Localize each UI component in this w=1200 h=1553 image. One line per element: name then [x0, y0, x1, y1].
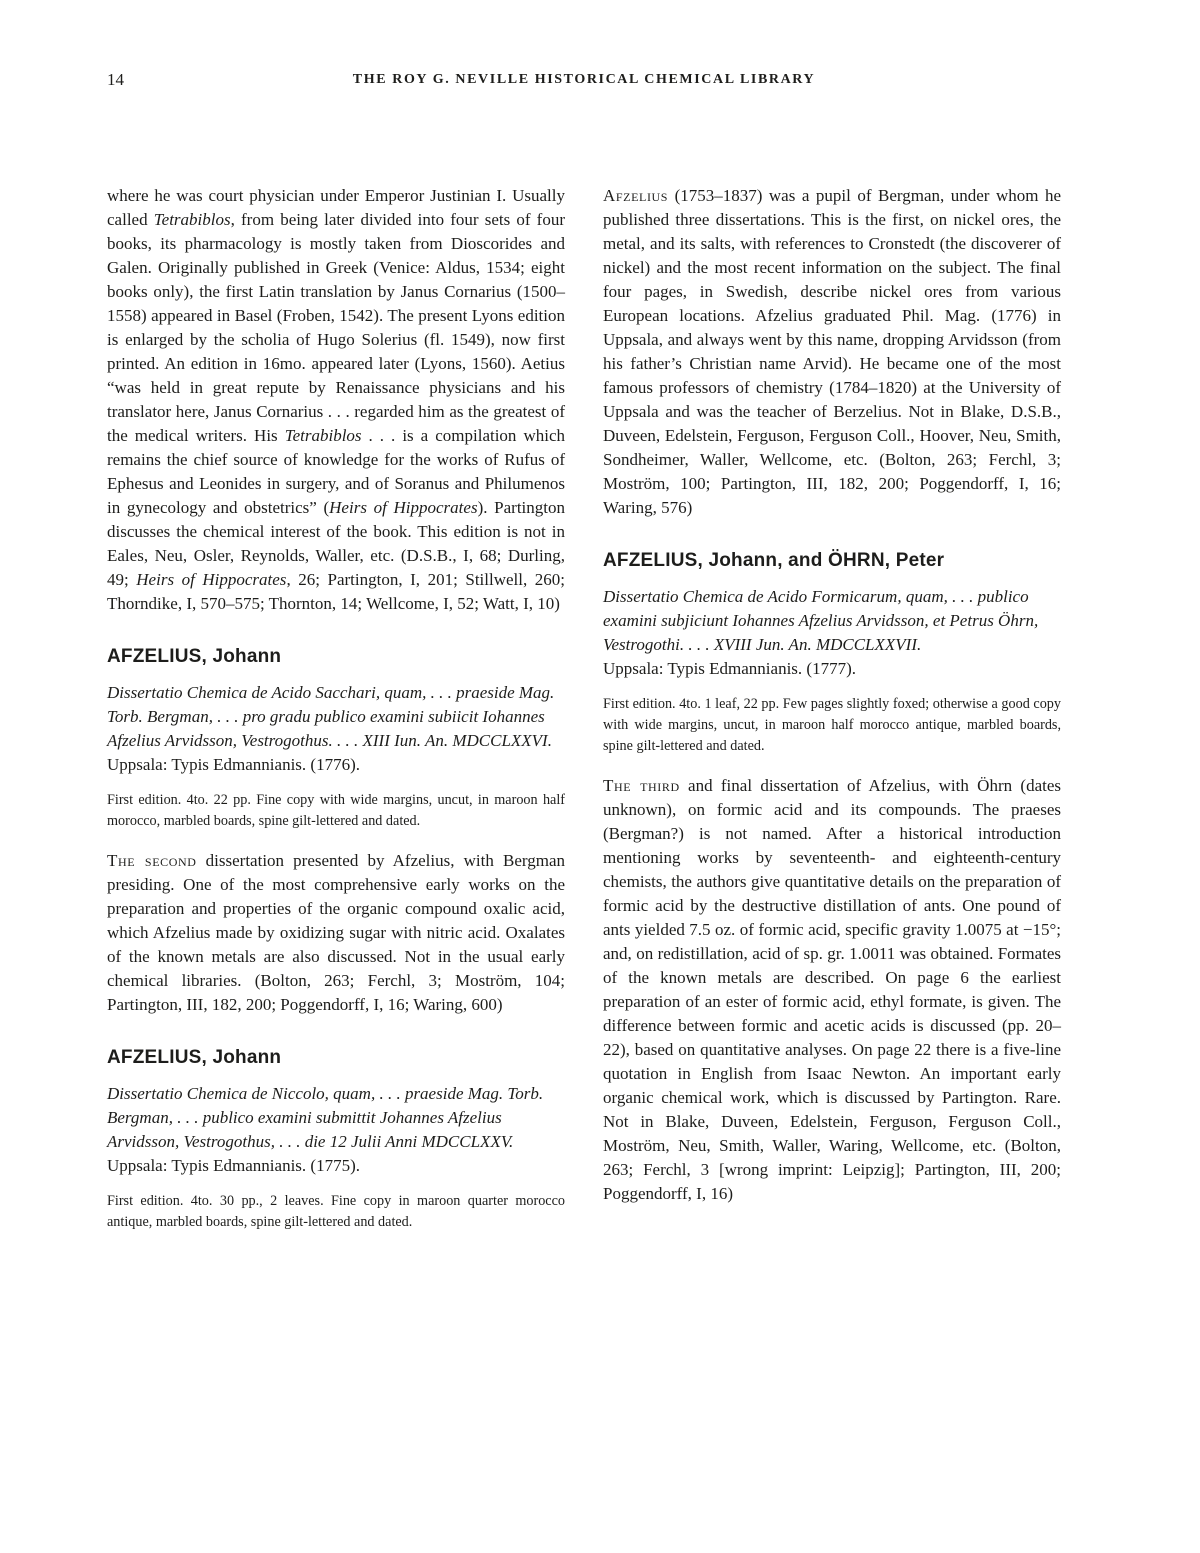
page-number: 14 [107, 70, 124, 89]
collation-note: First edition. 4to. 22 pp. Fine copy with wide margins, uncut, in maroon half morocco, marbled boards, spine gilt-lettered and dated. [107, 792, 565, 829]
text-run: dissertation presented by Afzelius, with Bergman presiding. One of the most comprehensive early works on the preparation and properties of the organic compound oxalic acid, which Afzelius made by oxidizing sugar with nitric acid. Oxalates of the known metals are also discussed. Not in the usual early chemical libraries. (Bolton, 263; Ferchl, 3; Moström, 104; Partington, III, 182, 200; Poggendorff, I, 16; Waring, 600) [107, 851, 565, 1014]
imprint-line: Uppsala: Typis Edmannianis. (1775). [107, 1156, 360, 1175]
text-columns [107, 184, 1061, 1250]
entry-heading: AFZELIUS, Johann [107, 646, 282, 667]
imprint-line: Uppsala: Typis Edmannianis. (1776). [107, 755, 360, 774]
body-paragraph [107, 184, 565, 616]
body-paragraph [107, 849, 565, 1017]
small-caps-run: The third [603, 776, 680, 795]
imprint-line: Uppsala: Typis Edmannianis. (1777). [603, 659, 856, 678]
italic-run: Heirs of Hippocrates [329, 498, 478, 517]
text-run: (1753–1837) was a pupil of Bergman, under whom he published three dissertations. This is the first, on nickel ores, the metal, and its salts, with references to Cronstedt (the discoverer of nickel) and the most recent information on the subject. The final four pages, in Swedish, describe nickel ores from various European locations. Afzelius graduated Phil. Mag. (1776) in Uppsala, and always went by this name, dropping Arvidsson (from his father’s Christian name Arvid). He became one of the most famous professors of chemistry (1784–1820) at the University of Uppsala and was the teacher of Berzelius. Not in Blake, D.S.B., Duveen, Edelstein, Ferguson, Ferguson Coll., Hoover, Neu, Smith, Sondheimer, Waller, Wellcome, etc. (Bolton, 263; Ferchl, 3; Moström, 100; Partington, III, 182, 200; Poggendorff, I, 16; Waring, 576) [603, 186, 1061, 517]
page-header [107, 70, 1061, 92]
title-italic-text: Dissertatio Chemica de Acido Formicarum, quam, . . . publico examini subjiciunt Iohannes Afzelius Arvidsson, et Petrus Öhrn, Vestrogothi. . . . XVIII Jun. An. MDCCLXXVII. [603, 587, 1039, 654]
text-run: , from being later divided into four sets of four books, its pharmacology is mostly taken from Dioscorides and Galen. Originally published in Greek (Venice: Aldus, 1534; eight books only), the first Latin translation by Janus Cornarius (1500–1558) appeared in Basel (Froben, 1542). The present Lyons edition is enlarged by the scholia of Hugo Solerius (fl. 1549), now first printed. An edition in 16mo. appeared later (Lyons, 1560). Aetius “was held in great repute by Renaissance physicians and his translator here, Janus Cornarius . . . regarded him as the greatest of the medical writers. His [107, 210, 565, 445]
entry-heading: AFZELIUS, Johann, and ÖHRN, Peter [603, 550, 945, 571]
entry-heading: AFZELIUS, Johann [107, 1047, 282, 1068]
running-title: THE ROY G. NEVILLE HISTORICAL CHEMICAL LIBRARY [352, 72, 816, 87]
entry-title-block [107, 1082, 565, 1178]
title-italic-text: Dissertatio Chemica de Niccolo, quam, . . . praeside Mag. Torb. Bergman, . . . publico examini submittit Johannes Afzelius Arvidsson, Vestrogothus, . . . die 12 Julii Anni MDCCLXXV. [107, 1084, 544, 1151]
collation-note: First edition. 4to. 1 leaf, 22 pp. Few pages slightly foxed; otherwise a good copy with wide margins, uncut, in maroon half morocco antique, marbled boards, spine gilt-lettered and dated. [603, 696, 1061, 754]
italic-run: Tetrabiblos [284, 426, 362, 445]
small-caps-run: The second [107, 851, 197, 870]
entry-title-block [107, 681, 565, 777]
small-caps-run: Afzelius [603, 186, 669, 205]
text-run: ). Partington discusses the chemical interest of the book. This edition is not in Eales, Neu, Osler, Reynolds, Waller, etc. (D.S.B., I, 68; Durling, 49; [107, 498, 565, 589]
body-paragraph [603, 774, 1061, 1206]
italic-run: Heirs of Hippocrates [136, 570, 287, 589]
text-run: , 26; Partington, I, 201; Stillwell, 260; Thorndike, I, 570–575; Thornton, 14; Wellcome, I, 52; Watt, I, 10) [107, 570, 566, 613]
text-run: where he was court physician under Emperor Justinian I. Usually called [107, 186, 565, 229]
text-run: . . . is a compilation which remains the chief source of knowledge for the works of Rufus of Ephesus and Leonides in surgery, and of Soranus and Philumenos in gynecology and obstetrics” ( [107, 426, 565, 517]
italic-run: Tetrabiblos [153, 210, 231, 229]
collation-note: First edition. 4to. 30 pp., 2 leaves. Fine copy in maroon quarter morocco antique, marbled boards, spine gilt-lettered and dated. [107, 1193, 565, 1230]
text-run: and final dissertation of Afzelius, with Öhrn (dates unknown), on formic acid and its compounds. The praeses (Bergman?) is not named. After a historical introduction mentioning works by seventeenth- and eighteenth-century chemists, the authors give quantitative details on the preparation of formic acid by the destructive distillation of ants. One pound of ants yielded 7.5 oz. of formic acid, specific gravity 1.0075 at −15°; and, on redistillation, acid of sp. gr. 1.0011 was obtained. Formates of the known metals are described. On page 6 the earliest preparation of an ester of formic acid, ethyl formate, is given. The difference between formic and acetic acids is discussed (pp. 20–22), based on quantitative analyses. On page 22 there is a five-line quotation in English from Isaac Newton. An important early organic chemical work, which is discussed by Partington. Rare. Not in Blake, Duveen, Edelstein, Ferguson, Ferguson Coll., Moström, Neu, Smith, Waller, Waring, Wellcome, etc. (Bolton, 263; Ferchl, 3 [wrong imprint: Leipzig]; Partington, III, 200; Poggendorff, I, 16) [603, 776, 1062, 1203]
entry-title-block [603, 585, 1061, 681]
right-column [603, 184, 1061, 1206]
title-italic-text: Dissertatio Chemica de Acido Sacchari, quam, . . . praeside Mag. Torb. Bergman, . . . pro gradu publico examini subiicit Iohannes Afzelius Arvidsson, Vestrogothus. . . . XIII Iun. An. MDCCLXXVI. [107, 683, 555, 750]
body-paragraph [603, 184, 1061, 520]
left-column [107, 184, 565, 1250]
